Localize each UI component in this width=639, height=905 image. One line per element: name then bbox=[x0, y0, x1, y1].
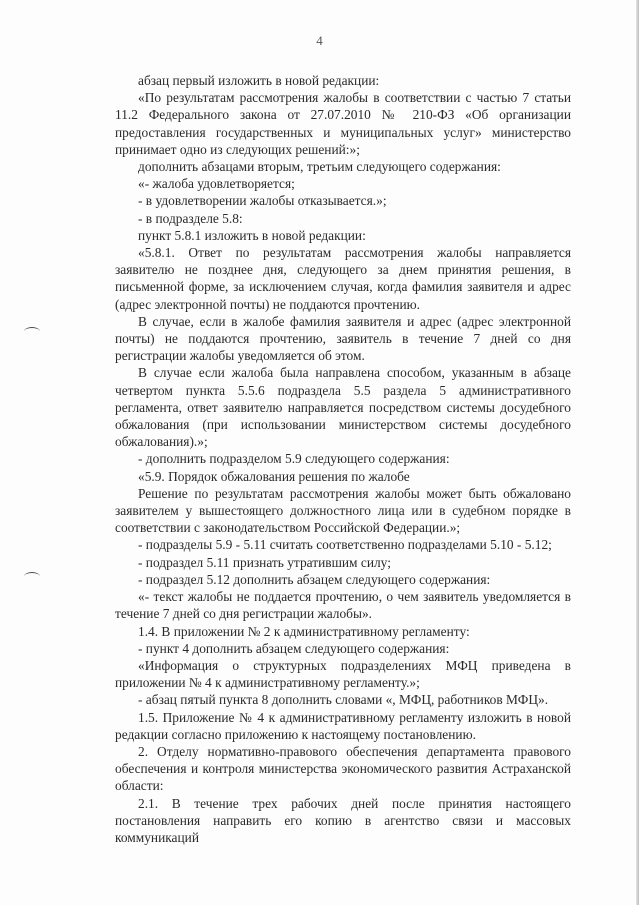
page-number: 4 bbox=[316, 33, 323, 48]
paragraph: абзац первый изложить в новой редакции: bbox=[138, 73, 380, 88]
paragraph: 1.5. Приложение № 4 к административному регламенту изложить в новой редакции согласно приложению к настоящему постановлению. bbox=[115, 709, 571, 742]
paragraph: 1.4. В приложении № 2 к административному регламенту: bbox=[138, 623, 470, 639]
paragraph: пункт 5.8.1 изложить в новой редакции: bbox=[138, 227, 366, 243]
paragraph: 2.1. В течение трех рабочих дней после принятия настоящего постановления направить его копию в агентство связи и массовых коммуникаций bbox=[115, 795, 571, 845]
paragraph: «Информация о структурных подразделениях МФЦ приведена в приложении № 4 к административному регламенту.»; bbox=[115, 657, 571, 691]
paragraph: - подраздел 5.12 дополнить абзацем следующего содержания: bbox=[138, 571, 491, 587]
paragraph: 2. Отделу нормативно-правового обеспечения департамента правового обеспечения и контроля министерства экономического развития Астраханской области: bbox=[115, 743, 571, 794]
margin-scan-mark bbox=[24, 572, 40, 581]
document-body bbox=[115, 72, 571, 846]
paragraph: «По результатам рассмотрения жалобы в соответствии с частью 7 статьи 11.2 Федерального закона от 27.07.2010 № 210-ФЗ «Об организации предоставления государственных и муниципальных услуг» министерство принимает одно из следующих решений:»; bbox=[115, 90, 571, 157]
paragraph: - абзац пятый пункта 8 дополнить словами «, МФЦ, работников МФЦ». bbox=[138, 692, 549, 708]
paragraph: «5.9. Порядок обжалования решения по жалобе bbox=[138, 468, 410, 484]
paragraph: В случае, если в жалобе фамилия заявителя и адрес (адрес электронной почты) не поддаются прочтению, заявитель в течение 7 дней со дня регистрации жалобы уведомляется об этом. bbox=[115, 313, 571, 364]
paragraph: В случае если жалоба была направлена способом, указанным в абзаце четвертом пункта 5.5.6 подраздела 5.5 раздела 5 административного регламента, ответ заявителю направляется посредством системы досудебного обжалования (при использовании министерством системы досудебного обжалования).»; bbox=[115, 365, 571, 450]
paragraph: «5.8.1. Ответ по результатам рассмотрения жалобы направляется заявителю не позднее дня, следующего за днем принятия решения, в письменной форме, за исключением случая, когда фамилия заявителя и адрес (адрес электронной почты) не поддаются прочтению. bbox=[115, 245, 571, 312]
paragraph: Решение по результатам рассмотрения жалобы может быть обжаловано заявителем у вышестоящего должностного лица или в судебном порядке в соответствии с законодательством Российской Федерации.»; bbox=[115, 485, 571, 536]
paragraph: дополнить абзацами вторым, третьим следующего содержания: bbox=[138, 159, 501, 175]
paragraph: - дополнить подразделом 5.9 следующего содержания: bbox=[138, 451, 450, 467]
paragraph: - в удовлетворении жалобы отказывается.»; bbox=[138, 193, 387, 209]
paragraph: «- текст жалобы не поддается прочтению, о чем заявитель уведомляется в течение 7 дней со дня регистрации жалобы». bbox=[115, 589, 571, 622]
paragraph: - в подразделе 5.8: bbox=[138, 210, 243, 226]
paragraph: - пункт 4 дополнить абзацем следующего содержания: bbox=[138, 640, 450, 656]
paragraph: - подразделы 5.9 - 5.11 считать соответственно подразделами 5.10 - 5.12; bbox=[138, 537, 552, 553]
paragraph: - подраздел 5.11 признать утратившим силу; bbox=[138, 554, 391, 570]
paragraph: «- жалоба удовлетворяется; bbox=[138, 176, 295, 192]
margin-scan-mark bbox=[24, 327, 40, 336]
